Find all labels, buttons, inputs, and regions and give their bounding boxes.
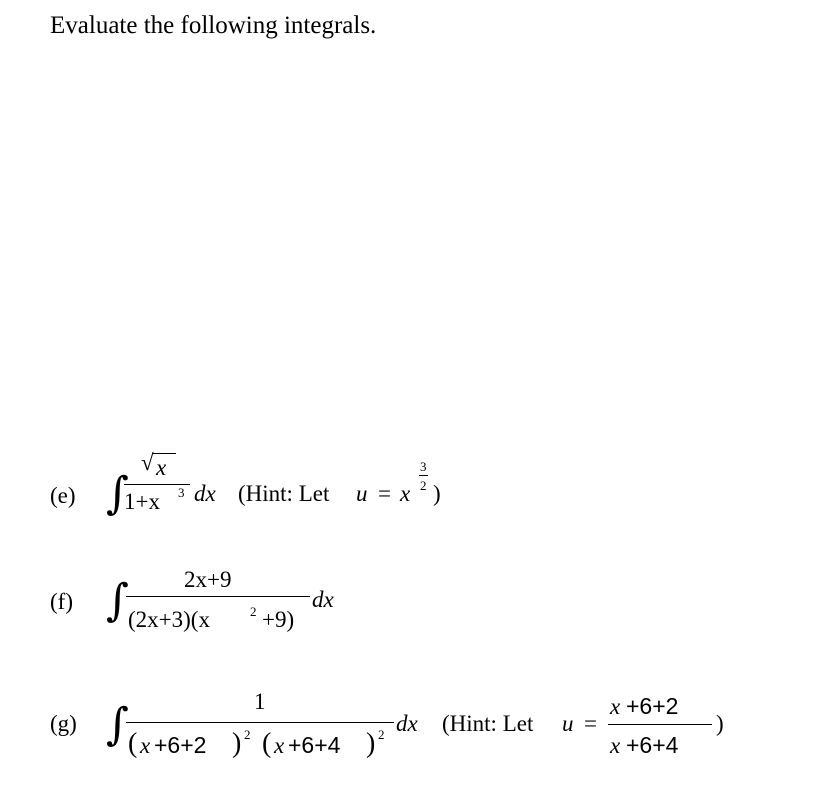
hint-close-paren: ) <box>433 481 441 506</box>
open-paren-1: ( <box>128 728 138 759</box>
hint-denominator-terms: +6+4 <box>626 732 679 758</box>
problem-label: (e) <box>50 483 76 508</box>
numerator-variable: x <box>156 455 167 480</box>
denominator-exponent-2: 2 <box>378 727 385 742</box>
exponent-denominator: 2 <box>420 478 427 493</box>
exponent-fraction-bar <box>419 475 428 476</box>
denominator-term-2: +6+4 <box>288 732 341 758</box>
denominator-exponent: 2 <box>250 604 257 619</box>
exponent-numerator: 3 <box>420 459 427 474</box>
denominator-variable-2: x <box>274 733 285 758</box>
close-paren-2: ) <box>366 728 376 759</box>
hint-variable: u <box>356 481 368 506</box>
denominator-part-1: (2x+3)(x <box>128 607 210 632</box>
open-paren-2: ( <box>262 728 272 759</box>
hint-variable: u <box>562 711 574 736</box>
denominator-variable-1: x <box>140 733 151 758</box>
radical-sign: √ <box>141 450 154 475</box>
integral-sign: ∫ <box>106 468 129 519</box>
hint-numerator-variable: x <box>610 694 621 719</box>
problem-label: (f) <box>50 589 73 614</box>
equals-sign: = <box>584 711 597 736</box>
instructions-heading: Evaluate the following integrals. <box>50 12 377 39</box>
denominator-exponent-1: 2 <box>244 727 251 742</box>
denominator-term-1: +6+2 <box>154 732 207 758</box>
denominator: 1+x <box>124 489 160 514</box>
close-paren-1: ) <box>232 728 242 759</box>
numerator: 2x+9 <box>184 567 232 592</box>
denominator-part-2: +9) <box>262 607 295 632</box>
differential: dx <box>312 587 334 612</box>
hint-fraction-bar <box>608 724 712 725</box>
problem-label: (g) <box>50 711 77 736</box>
integral-sign: ∫ <box>106 575 129 626</box>
hint-prefix: (Hint: Let <box>238 481 330 506</box>
differential: dx <box>194 481 216 506</box>
hint-close-paren: ) <box>716 711 724 736</box>
equals-sign: = <box>378 481 391 506</box>
fraction-bar <box>126 596 310 597</box>
hint-denominator-variable: x <box>610 733 621 758</box>
radical-bar <box>152 453 176 454</box>
hint-prefix: (Hint: Let <box>442 711 534 736</box>
integral-sign: ∫ <box>106 699 129 750</box>
denominator-exponent: 3 <box>178 485 185 500</box>
differential: dx <box>396 711 418 736</box>
hint-base: x <box>400 481 411 506</box>
hint-numerator-terms: +6+2 <box>626 693 679 719</box>
fraction-bar <box>126 722 394 723</box>
numerator: 1 <box>254 689 266 714</box>
